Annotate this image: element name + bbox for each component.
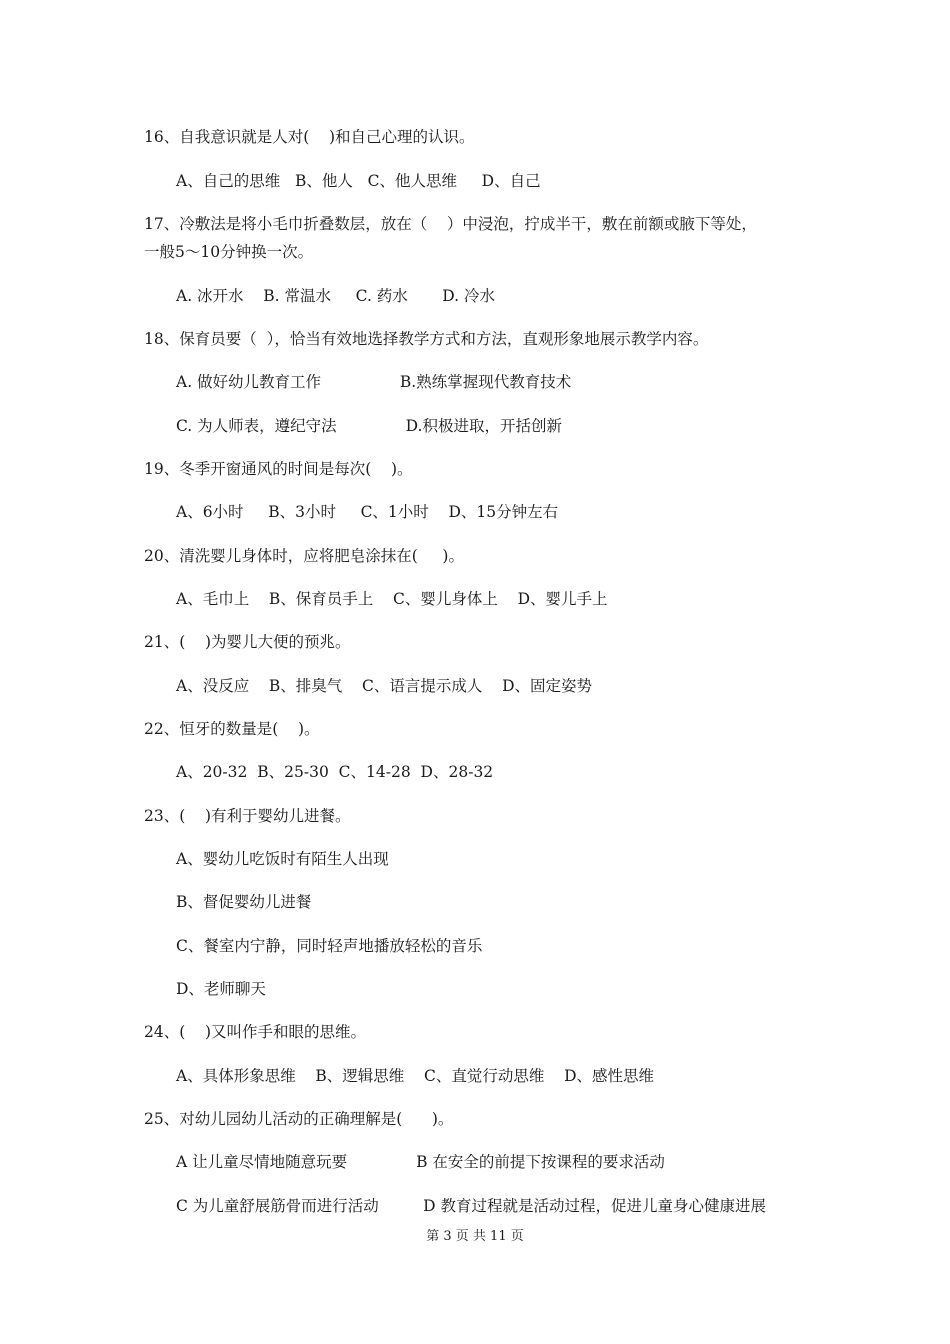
question-18-options-cd: C. 为人师表，遵纪守法 D.积极进取，开括创新 (176, 417, 562, 435)
question-25-options-cd: C 为儿童舒展筋骨而进行活动 D 教育过程就是活动过程，促进儿童身心健康进展 (176, 1197, 766, 1215)
question-23: 23、( )有利于婴幼儿进餐。 (144, 807, 351, 825)
question-25-options-ab: A 让儿童尽情地随意玩要 B 在安全的前提下按课程的要求活动 (176, 1153, 665, 1171)
question-16: 16、自我意识就是人对( )和自己心理的认识。 (144, 128, 475, 146)
question-20: 20、清洗婴儿身体时，应将肥皂涂抹在( )。 (144, 547, 464, 565)
question-22: 22、恒牙的数量是( )。 (144, 720, 320, 738)
question-18-options-ab: A. 做好幼儿教育工作 B.熟练掌握现代教育技术 (176, 373, 572, 391)
question-16-options: A、自己的思维 B、他人 C、他人思维 D、自己 (176, 172, 541, 190)
question-21-options: A、没反应 B、排臭气 C、语言提示成人 D、固定姿势 (176, 677, 592, 695)
question-22-options: A、20-32 B、25-30 C、14-28 D、28-32 (176, 763, 494, 781)
question-23-option-c: C、餐室内宁静，同时轻声地播放轻松的音乐 (176, 937, 483, 955)
question-21: 21、( )为婴儿大便的预兆。 (144, 633, 351, 651)
question-25: 25、对幼儿园幼儿活动的正确理解是( )。 (144, 1110, 454, 1128)
question-23-option-b: B、督促婴幼儿进餐 (176, 893, 312, 911)
question-17-options: A. 冰开水 B. 常温水 C. 药水 D. 冷水 (176, 287, 496, 305)
question-24: 24、( )又叫作手和眼的思维。 (144, 1023, 367, 1041)
question-20-options: A、毛巾上 B、保育员手上 C、婴儿身体上 D、婴儿手上 (176, 590, 608, 608)
question-17: 17、冷敷法是将小毛巾折叠数层，放在（ ）中浸泡，拧成半干，敷在前额或腋下等处， (144, 215, 757, 233)
question-18: 18、保育员要（ ），恰当有效地选择教学方式和方法，直观形象地展示教学内容。 (144, 330, 709, 348)
question-23-option-a: A、婴幼儿吃饭时有陌生人出现 (176, 850, 389, 868)
question-17-continuation: 一般5～10分钟换一次。 (144, 243, 314, 261)
question-23-option-d: D、老师聊天 (176, 980, 266, 998)
question-19: 19、冬季开窗通风的时间是每次( )。 (144, 460, 413, 478)
page-footer: 第 3 页 共 11 页 (426, 1229, 524, 1244)
question-24-options: A、具体形象思维 B、逻辑思维 C、直觉行动思维 D、感性思维 (176, 1067, 654, 1085)
question-19-options: A、6小时 B、3小时 C、1小时 D、15分钟左右 (176, 503, 559, 521)
